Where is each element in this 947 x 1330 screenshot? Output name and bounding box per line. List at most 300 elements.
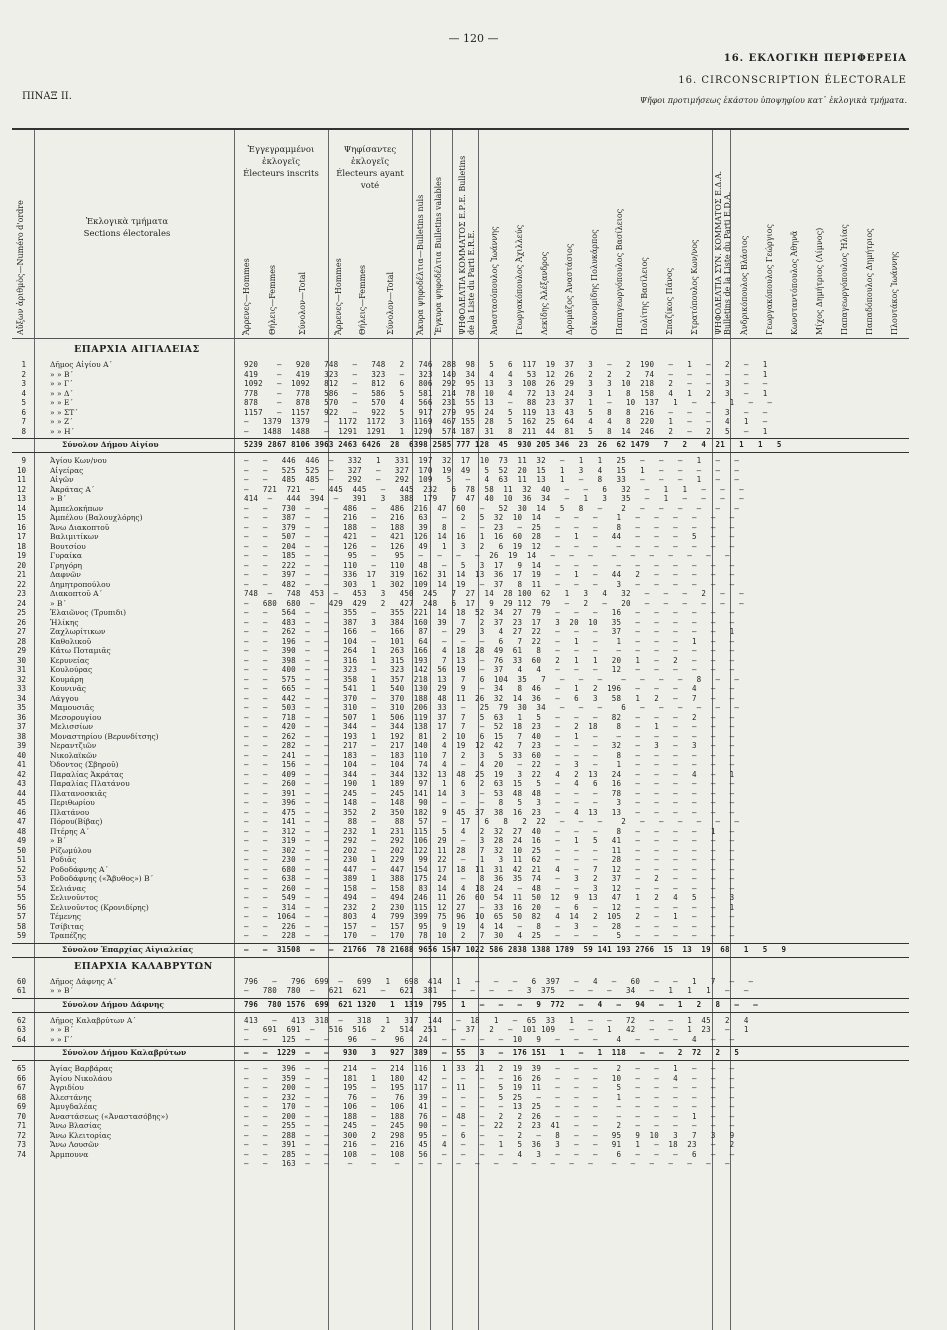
order-header: Αὔξων ἀριθμὸς—Numéro d'ordre xyxy=(16,200,25,335)
row-name: Ἡλίκης xyxy=(50,617,79,627)
table-row xyxy=(12,1131,909,1140)
row-number: 74 xyxy=(16,1149,26,1159)
row-values: — — 204 — — 126 — 126 49 1 3 2 6 19 12 — — — — — — — — — — xyxy=(244,541,735,551)
table-row xyxy=(12,760,909,769)
row-values: — — 241 — — 183 — 183 110 7 2 3 5 33 60 — — — 8 — — — — — — xyxy=(244,750,735,760)
row-number: 16 xyxy=(16,522,26,532)
row-name: Κουνινᾶς xyxy=(50,684,87,693)
row-name: Ἀμυγδαλέας xyxy=(50,1102,97,1111)
row-values: 414 — 444 394 — 391 3 388 179 7 47 40 10 36 34 — 1 3 35 — 1 — — — — xyxy=(244,494,744,503)
row-name: Ἀμπέλου (Βαλουχλόρης) xyxy=(50,513,143,522)
row-values: — — 575 — — 358 1 357 218 13 7 6 104 35 7 — — — — — — — 8 — — xyxy=(244,674,740,684)
table-row xyxy=(12,903,909,912)
row-values: 778 — 778 586 — 586 5 581 214 78 10 4 72 13 24 3 1 8 158 4 1 2 3 — 1 xyxy=(244,388,768,398)
row-name: Ἄνω Διακοπτοῦ xyxy=(50,522,110,532)
row-values: — — 387 — — 216 — 216 63 — 2 5 32 10 14 — — — 1 — — — — — — xyxy=(244,513,735,522)
table-row xyxy=(12,637,909,646)
row-number: 57 xyxy=(16,912,26,921)
row-name: » » Γ΄ xyxy=(50,379,73,388)
row-values: — — 680 — — 447 — 447 154 17 18 11 31 42 21 4 — 7 12 — — — — — — xyxy=(244,864,735,874)
table-row xyxy=(12,798,909,807)
table-row xyxy=(12,370,909,379)
row-values: — — 396 — — 214 — 214 116 1 33 21 2 19 39 — — — 2 — — 1 — — — xyxy=(244,1064,735,1073)
table-row xyxy=(12,779,909,788)
page-number: — 120 — xyxy=(448,32,499,45)
table-row xyxy=(12,551,909,560)
row-values: — — 665 — — 541 1 540 130 29 9 — 34 8 46 — 1 2 196 — — — 4 — — xyxy=(244,684,735,693)
row-values: 1157 — 1157 922 — 922 5 917 279 95 24 5 119 13 43 5 8 8 216 — — — 3 — — xyxy=(244,407,768,417)
row-number: 14 xyxy=(16,503,26,513)
row-name: Σύνολον Δήμου Δάφνης xyxy=(62,999,164,1009)
subtotal-row xyxy=(12,440,909,449)
row-values: — — 31508 — — 21766 78 21688 9656 1547 1022 586 2838 1388 1789 59 141 193 2766 15 13 19 68 1 5 9 xyxy=(244,944,787,954)
section-title: ΕΠΑΡΧΙΑ ΑΙΓΙΑΛΕΙΑΣ xyxy=(74,344,200,355)
row-number: 34 xyxy=(16,693,26,703)
row-values: — — 390 — — 264 1 263 166 4 18 28 49 61 8 — — — — — — — — — — xyxy=(244,646,735,655)
table-row xyxy=(12,1159,909,1168)
table-row xyxy=(12,893,909,902)
row-name: Περιθωρίου xyxy=(50,798,95,807)
table-row xyxy=(12,884,909,893)
row-values: — — 226 — — 157 — 157 95 9 19 4 14 — 8 — 3 — 28 — — — — — — xyxy=(244,921,735,931)
table-row xyxy=(12,846,909,855)
row-number: 17 xyxy=(16,532,26,541)
table-row xyxy=(12,456,909,465)
row-number: 67 xyxy=(16,1083,26,1092)
table-row xyxy=(12,599,909,608)
row-number: 25 xyxy=(16,608,26,617)
table-row xyxy=(12,398,909,407)
row-values: — — 730 — — 486 — 486 216 47 60 — 52 30 14 5 8 — 2 — — — — — — xyxy=(244,503,740,513)
table-row xyxy=(12,1064,909,1073)
row-values: — — 200 — — 195 — 195 117 — 11 — 5 19 11 — — — 5 — — — — — — xyxy=(244,1083,735,1092)
row-number: 30 xyxy=(16,655,26,665)
row-name: Διακοπτοῦ Α΄ xyxy=(50,589,103,598)
row-number: 22 xyxy=(16,579,26,589)
row-values: — — 549 — — 494 — 494 246 11 26 60 54 11 50 12 9 13 47 1 2 4 5 — 3 xyxy=(244,893,735,902)
table-label: ΠΙΝΑΞ ΙΙ. xyxy=(22,91,72,102)
row-number: 47 xyxy=(16,817,26,826)
row-name: Κουλούρας xyxy=(50,665,93,674)
subtotal-row xyxy=(12,1048,909,1057)
row-number: 49 xyxy=(16,836,26,845)
row-name: Ροδοδάφνης Α΄ xyxy=(50,864,109,874)
row-name: Ἀμπελοκήπων xyxy=(50,503,104,513)
row-name: Κουμάρη xyxy=(50,674,84,684)
row-number: 69 xyxy=(16,1102,26,1111)
row-values: 878 — 878 570 — 570 4 566 231 55 13 — 88 23 37 1 — 10 137 1 — — 1 — — xyxy=(244,398,773,407)
row-name: » » Β΄ xyxy=(50,986,74,995)
row-number: 39 xyxy=(16,741,26,750)
row-number: 68 xyxy=(16,1092,26,1102)
header-line-2: 16. CIRCONSCRIPTION ÉLECTORALE xyxy=(678,75,907,86)
row-name: Ροδιᾶς xyxy=(50,855,77,864)
row-number: 6 xyxy=(21,407,26,417)
row-values: — — 260 — — 158 — 158 83 14 4 18 24 — 48 — — 3 12 — — — — — — xyxy=(244,883,735,893)
row-number: 59 xyxy=(16,931,26,940)
row-values: — — 200 — — 188 — 188 76 — 48 — 2 2 26 — — — — — — — 1 — — xyxy=(244,1111,735,1121)
sections-header xyxy=(52,216,202,240)
table-row xyxy=(12,703,909,712)
row-name: Κάτω Ποταμιᾶς xyxy=(50,646,111,655)
row-number: 40 xyxy=(16,750,26,760)
row-number: 9 xyxy=(21,456,26,465)
row-values: — — 442 — — 370 — 370 188 48 11 26 32 14 36 — 6 3 58 1 2 — 7 — — xyxy=(244,693,735,703)
row-name: Νικολαϊκῶν xyxy=(50,750,97,760)
table-row xyxy=(12,874,909,883)
row-values: — — 314 — — 232 2 230 115 12 27 — 33 16 20 — 6 — 12 — — — — — 1 xyxy=(244,902,735,912)
row-name: Ἁγίας Βαρβάρας xyxy=(50,1064,113,1073)
table-row xyxy=(12,836,909,845)
total-header-2: Σύνολον—Total xyxy=(386,271,395,335)
row-name: Ρίζωμύλου xyxy=(50,845,92,855)
row-name: Ἀγριδίου xyxy=(50,1083,84,1092)
row-values: — — 319 — — 292 — 292 106 29 — 3 28 24 16 — 1 5 41 — — — — — — xyxy=(244,836,735,845)
row-name: Μαμουσιᾶς xyxy=(50,703,95,712)
row-name: Τέμενης xyxy=(50,912,81,921)
header-line-1: 16. ΕΚΛΟΓΙΚΗ ΠΕΡΙΦΕΡΕΙΑ xyxy=(723,53,907,64)
table-row xyxy=(12,627,909,636)
row-number: 18 xyxy=(16,541,26,551)
row-values: — — 409 — — 344 — 344 132 13 48 25 19 3 22 4 2 13 24 — — — 4 — 1 xyxy=(244,769,735,779)
table-row xyxy=(12,986,909,995)
row-values: — — 141 — — 88 — 88 57 — 17 6 8 2 22 — — — 2 — — — — — — xyxy=(244,817,740,826)
row-values: — — 379 — — 188 — 188 39 8 — — 23 — 25 — — — 8 — — — — — — xyxy=(244,522,735,532)
table-row xyxy=(12,504,909,513)
row-name: Ἁγίου Νικολάου xyxy=(50,1073,112,1083)
row-number: 23 xyxy=(16,589,26,598)
row-values: — — 262 — — 193 1 192 81 2 10 6 15 7 40 — 1 — — — — — — — — xyxy=(244,731,735,741)
row-number: 50 xyxy=(16,845,26,855)
table-row xyxy=(12,855,909,864)
row-number: 21 xyxy=(16,570,26,579)
row-values: — — 230 — — 230 1 229 99 22 — 1 3 11 62 — — — 28 — — — — — — xyxy=(244,855,735,864)
row-number: 70 xyxy=(16,1111,26,1121)
row-values: — — 475 — — 352 2 350 182 9 45 37 38 16 23 — 4 13 13 — — — — — — xyxy=(244,807,735,817)
row-number: 72 xyxy=(16,1130,26,1140)
row-name: Πλατάνου xyxy=(50,807,90,817)
row-values: — 691 691 — 516 516 2 514 251 — 37 2 — 101 109 — — 1 42 — — 1 23 — 1 xyxy=(244,1025,749,1034)
row-number: 26 xyxy=(16,617,26,627)
table-row xyxy=(12,570,909,579)
row-values: — — 503 — — 310 — 310 206 33 — 25 79 30 34 — — — 6 — — — — — — xyxy=(244,703,740,712)
row-values: — — 262 — — 166 — 166 87 — 29 3 4 27 22 — — — 37 — — — — — 1 xyxy=(244,627,735,636)
table-row xyxy=(12,1140,909,1149)
row-values: — — 163 — — — — — — — — — — — — — — — — — — — — — — xyxy=(244,1159,730,1168)
row-number: 2 xyxy=(21,369,26,379)
row-values: 413 — 413 318 — 318 1 317 144 — 18 1 — 65 33 1 — — 72 — — 1 45 2 4 xyxy=(244,1015,749,1025)
row-number: 53 xyxy=(16,874,26,883)
table-row xyxy=(12,542,909,551)
row-number: 5 xyxy=(21,398,26,407)
table-row xyxy=(12,360,909,369)
table-row xyxy=(12,789,909,798)
table-row xyxy=(12,1102,909,1111)
row-number: 38 xyxy=(16,731,26,741)
row-values: — — 228 — — 170 — 170 78 10 2 7 30 4 25 — — — 5 — — — — — — xyxy=(244,931,735,940)
row-name: » » Γ΄ xyxy=(50,1034,73,1044)
table-row xyxy=(12,485,909,494)
row-number: 4 xyxy=(21,388,26,398)
table-row xyxy=(12,912,909,921)
row-number: 31 xyxy=(16,665,26,674)
row-name: Τσίβιτας xyxy=(50,921,84,931)
row-values: — — 1229 — — 930 3 927 389 — 55 3 — 176 151 1 — 1 118 — — 2 72 2 5 xyxy=(244,1048,740,1057)
row-number: 24 xyxy=(16,598,26,608)
row-values: — — 398 — — 316 1 315 193 7 13 — 76 33 60 2 1 1 20 1 — 2 — — — xyxy=(244,655,735,665)
table-row xyxy=(12,1035,909,1044)
row-number: 29 xyxy=(16,646,26,655)
row-number: 3 xyxy=(21,379,26,388)
row-values: — — 222 — — 110 — 110 48 — 5 3 17 9 14 — — — — — — — — — — xyxy=(244,560,735,570)
row-values: — — 391 — — 216 — 216 45 4 — — 1 5 36 3 — — 91 1 — 18 23 — 2 xyxy=(244,1140,735,1149)
row-values: 748 — 748 453 — 453 3 450 245 7 27 14 28 100 62 1 3 4 32 — — — 2 — — xyxy=(244,589,744,598)
table-row xyxy=(12,1093,909,1102)
table-row xyxy=(12,713,909,722)
row-name: Ροδοδάφνης («Ἄβυθος») Β΄ xyxy=(50,874,154,883)
table-row xyxy=(12,494,909,503)
table-row xyxy=(12,684,909,693)
table-row xyxy=(12,1025,909,1034)
row-name: Σύνολον Δήμου Αἰγίου xyxy=(62,440,159,449)
row-number: 1 xyxy=(21,360,26,369)
row-values: — — 255 — — 245 — 245 90 — — — 22 2 23 41 — — 2 — — — — — — xyxy=(244,1121,735,1130)
row-number: 20 xyxy=(16,560,26,570)
row-values: — — 196 — — 104 — 101 64 — — — 6 7 22 — 1 — 1 — — — 1 — — xyxy=(244,636,735,646)
table-row xyxy=(12,523,909,532)
row-number: 33 xyxy=(16,684,26,693)
row-name: Δῆμος Δάφνης Α΄ xyxy=(50,976,117,986)
women-header-2: Θήλεις—Femmes xyxy=(358,264,367,335)
row-values: — — 507 — — 421 — 421 126 14 16 1 16 60 28 — 1 — 44 — — — 5 — — xyxy=(244,532,735,541)
subtotal-row xyxy=(12,1000,909,1009)
table-row xyxy=(12,580,909,589)
row-values: — — 400 — — 323 — 323 142 56 19 — 37 4 4 — — — 12 — — — — — — xyxy=(244,665,735,674)
row-name: » Β΄ xyxy=(50,494,67,503)
row-number: 55 xyxy=(16,893,26,902)
row-name: Ἀρμπουνα xyxy=(50,1149,89,1159)
row-number: 73 xyxy=(16,1140,26,1149)
header-line-3: Ψῆφοι προτιμήσεως ἑκάστου ὑποψηφίου κατ᾽ ἐκλογικὰ τμήματα. xyxy=(639,96,907,105)
row-values: — — 397 — — 336 17 319 162 31 14 13 36 17 19 — 1 — 44 2 — — — — — xyxy=(244,570,735,579)
candidate1-header: Γεωργακόπουλος Ἀχιλλεύς xyxy=(515,224,524,335)
table-row xyxy=(12,1121,909,1130)
row-values: — — 285 — — 108 — 108 56 — — — — 4 3 — — — 6 — — — 6 — — xyxy=(244,1149,735,1159)
row-values: 796 780 1576 699 621 1320 1 1319 795 1 — — — 9 772 — 4 — 94 — 1 2 8 — — xyxy=(244,999,758,1009)
candidate2-header: Μίχος Δημήτριος (Λίμνος) xyxy=(815,227,824,335)
row-values: — — 525 525 — 327 — 327 170 19 49 5 52 20 15 1 3 4 15 1 — — — — — xyxy=(244,465,740,475)
table-row xyxy=(12,1074,909,1083)
candidate1-header: Λεκίδης Ἀλέξανδρος xyxy=(540,251,549,335)
candidate1-header: Παπαγεωργόπουλος Βασίλειος xyxy=(615,208,624,335)
row-number: 60 xyxy=(16,976,26,986)
row-values: — 780 780 — 621 621 — 621 381 — — — — 3 375 — — — 34 — 1 1 1 — — xyxy=(244,986,749,995)
row-values: 796 — 796 699 — 699 1 698 414 1 — — — 6 397 — 4 — 60 — — 1 7 — — xyxy=(244,976,754,986)
row-values: — 721 721 — 445 445 — 445 232 6 78 58 11 32 40 — — 6 32 — 1 1 — — — xyxy=(244,484,744,494)
candidate1-header: Δρομάζος Ἀναστάσιος xyxy=(565,243,574,335)
table-row xyxy=(12,1016,909,1025)
row-name: Μελισσίων xyxy=(50,722,94,731)
row-number: 11 xyxy=(16,475,26,484)
row-name: Γυραίκα xyxy=(50,551,82,560)
row-values: — — 391 — — 245 — 245 141 14 3 — 53 48 48 — — — 78 — — — — — — xyxy=(244,788,735,798)
candidate2-header: Γεωργακόπουλος Γεώργιος xyxy=(765,224,774,335)
voted-header xyxy=(328,144,412,192)
row-number: 15 xyxy=(16,513,26,522)
table-row xyxy=(12,379,909,388)
row-name: Ὀδοντος (Σβηροῦ) xyxy=(50,760,119,769)
row-values: — — 446 446 — 332 1 331 197 32 17 10 73 11 32 — 1 1 25 — — — 1 — — xyxy=(244,456,740,465)
row-values: — — 359 — — 181 1 180 42 — — — — 16 26 — — — 10 — — 4 — — — xyxy=(244,1073,735,1083)
section-title: ΕΠΑΡΧΙΑ ΚΑΛΑΒΡΥΤΩΝ xyxy=(74,960,213,972)
candidate1-header: Οἰκονομίδης Πολυκάρπος xyxy=(590,229,599,335)
row-values: — — 482 — — 303 1 302 109 14 19 — 37 8 11 — — — 3 — — — — — — xyxy=(244,579,735,589)
row-values: — — 282 — — 217 — 217 140 4 19 12 42 7 23 — — — 32 — 3 — 3 — — xyxy=(244,741,735,750)
row-number: 63 xyxy=(16,1025,26,1034)
row-number: 36 xyxy=(16,712,26,722)
row-name: Τραπέζης xyxy=(50,931,87,940)
row-number: 46 xyxy=(16,807,26,817)
table-row xyxy=(12,741,909,750)
registered-header-gr: Ἐγγεγραμμένοι ἐκλογεῖς xyxy=(247,145,315,167)
row-name: » Β΄ xyxy=(50,598,67,608)
row-name: » Β΄ xyxy=(50,836,67,845)
row-values: 419 — 419 323 — 323 — 323 140 34 4 4 53 12 26 2 2 2 74 — — — — — 1 xyxy=(244,369,768,379)
row-number: 27 xyxy=(16,627,26,636)
candidate2-header: Παπαγεωργόπουλος Ἠλίας xyxy=(840,224,849,335)
row-values: — 1488 1488 — 1291 1291 1 1290 574 187 31 8 211 44 81 5 8 14 246 2 — 2 5 — 1 xyxy=(244,426,768,436)
candidate1-header: Στρατόπουλος Κων/νος xyxy=(690,239,699,335)
row-name: Αἰγείρας xyxy=(50,465,84,475)
row-number: 42 xyxy=(16,769,26,779)
row-name: Αἰγῶν xyxy=(50,475,74,484)
row-number: 35 xyxy=(16,703,26,712)
row-name: Βαλιμιτίκων xyxy=(50,532,99,541)
row-values: — — 1064 — — 803 4 799 399 75 96 10 65 50 82 4 14 2 105 2 — 1 — — — xyxy=(244,912,735,921)
row-number: 7 xyxy=(21,417,26,426)
candidate2-header: Πλουτάκος Ἰωάννης xyxy=(890,251,899,335)
row-values: — — 485 485 — 292 — 292 109 5 — 4 63 11 13 1 — 8 33 — — — 1 — — xyxy=(244,475,740,484)
row-values: 920 — 920 748 — 748 2 746 288 98 5 6 117 19 37 3 — 2 190 — 1 — 2 — 1 xyxy=(244,360,768,369)
candidate2-header: Ἀνδρικόπουλος Βλάσιος xyxy=(740,235,749,335)
row-number: 52 xyxy=(16,864,26,874)
sections-header-gr: Ἐκλογικὰ τμήματα xyxy=(85,217,169,227)
row-values: — — 260 — — 190 1 189 97 1 6 2 63 15 5 — 4 6 16 — — — — — — xyxy=(244,779,735,788)
candidate2-header: Κωνσταντόπουλος Ἀθηνᾶ xyxy=(790,230,799,335)
row-name: Ἀναστάσεως («Ἀναστασόβης») xyxy=(50,1111,169,1121)
row-name: » » Ε΄ xyxy=(50,398,74,407)
row-values: — 1379 1379 — 1172 1172 3 1169 467 155 28 5 162 25 64 4 4 8 220 1 — — 4 1 — xyxy=(244,417,768,426)
row-name: » » ΣΤ΄ xyxy=(50,407,79,417)
registered-header xyxy=(234,144,328,180)
table-row xyxy=(12,665,909,674)
row-number: 51 xyxy=(16,855,26,864)
row-number: 54 xyxy=(16,883,26,893)
men-header-2: Ἄρρενες—Hommes xyxy=(334,258,343,335)
row-number: 28 xyxy=(16,636,26,646)
table-row xyxy=(12,1112,909,1121)
row-values: — — 420 — — 344 — 344 138 17 7 — 52 18 23 — 2 18 8 — 1 — — — — xyxy=(244,722,735,731)
men-header-1: Ἄρρενες—Hommes xyxy=(242,258,251,335)
row-values: — — 170 — — 106 — 106 41 — — — — 13 25 — — — — — — — — — — xyxy=(244,1102,735,1111)
row-name: Ἀλεστάνης xyxy=(50,1092,92,1102)
row-name: Πόρου(Βίβας) xyxy=(50,817,103,826)
row-number: 37 xyxy=(16,722,26,731)
row-values: — — 125 — — 96 — 96 24 — — — — 10 9 — — — 4 — — — 4 — — xyxy=(244,1034,735,1044)
row-name: Μεσορουγίου xyxy=(50,712,102,722)
table-row xyxy=(12,475,909,484)
row-name: Ἄνω Κλειτορίας xyxy=(50,1130,112,1140)
row-number: 19 xyxy=(16,551,26,560)
candidate1-header: Σπαζίκος Πάνος xyxy=(665,267,674,335)
row-values: 1092 — 1092 812 — 812 6 806 292 95 13 3 108 26 29 3 3 10 218 2 — — 3 — — xyxy=(244,379,768,388)
row-name: Ἄνω Λουσῶν xyxy=(50,1140,99,1149)
table-row xyxy=(12,608,909,617)
voted-header-fr: Électeurs ayant voté xyxy=(336,169,404,191)
row-number: 58 xyxy=(16,921,26,931)
row-name: Παραλίας Ἀκράτας xyxy=(50,769,124,779)
row-name: Δῆμος Αἰγίου Α΄ xyxy=(50,360,113,369)
row-name: Σελινοῦντος xyxy=(50,893,98,902)
row-number: 71 xyxy=(16,1121,26,1130)
row-name: » » Δ΄ xyxy=(50,388,74,398)
row-number: 48 xyxy=(16,826,26,836)
sections-header-fr: Sections électorales xyxy=(83,229,171,239)
row-number: 66 xyxy=(16,1073,26,1083)
row-name: Σύνολον Δήμου Καλαβρύτων xyxy=(62,1048,187,1057)
row-name: Σελινοῦντος (Κρονιδίρης) xyxy=(50,902,149,912)
row-values: — — 312 — — 232 1 231 115 5 4 2 32 27 40 — — — 8 — — — — 1 — xyxy=(244,826,735,836)
row-name: Δημητροπούλου xyxy=(50,579,111,589)
total-header-1: Σύνολον—Total xyxy=(298,271,307,335)
table-row xyxy=(12,751,909,760)
table-row xyxy=(12,722,909,731)
row-name: » » Η΄ xyxy=(50,426,75,436)
table-row xyxy=(12,1150,909,1159)
row-values: — — 564 — — 355 — 355 221 14 18 52 34 27 79 — — — 16 — — — — — — xyxy=(244,608,735,617)
table-row xyxy=(12,532,909,541)
row-name: Σύνολον Ἐπαρχίας Αἰγιαλείας xyxy=(62,944,194,954)
valid-ballots-header: Ἔγκυρα ψηφοδέλτια Bulletins valables xyxy=(434,177,443,335)
row-name: Πλατανοσκιᾶς xyxy=(50,788,107,798)
row-values: — — 718 — — 507 1 506 119 37 7 5 63 1 5 — — — 82 — — — 2 — — xyxy=(244,712,735,722)
null-ballots-header: Ἄκυρα ψηφοδέλτια—Bulletins nuls xyxy=(416,194,425,335)
row-name: Λάγγου xyxy=(50,693,79,703)
row-values: — — 302 — — 202 — 202 122 11 28 7 32 10 25 — — — 11 — — — — — — xyxy=(244,845,735,855)
table-row xyxy=(12,694,909,703)
row-number: 41 xyxy=(16,760,26,769)
table-row xyxy=(12,408,909,417)
table-row xyxy=(12,466,909,475)
party1-header: ΨΗΦΟΔΕΛΤΙΑ ΚΟΜΜΑΤΟΣ Ε.Ρ.Ε. Bulletins de la Liste du Parti E.R.E. xyxy=(458,155,476,335)
table-row xyxy=(12,1083,909,1092)
row-values: — — 396 — — 148 — 148 90 — — — 8 5 3 — — — 3 — — — — — — xyxy=(244,798,735,807)
row-values: — — 483 — — 387 3 384 160 39 7 2 37 23 17 3 20 10 35 — — — — — — xyxy=(244,617,735,627)
row-number: 56 xyxy=(16,902,26,912)
table-row xyxy=(12,675,909,684)
row-name: Ἁγίου Κων/νου xyxy=(50,456,107,465)
row-name: Ἐλαιῶνος (Τρυπιδι) xyxy=(50,608,127,617)
row-name: Ζαχλωρίτικων xyxy=(50,627,106,636)
table-row xyxy=(12,808,909,817)
row-name: Γρηγόρη xyxy=(50,560,83,570)
table-row xyxy=(12,770,909,779)
row-name: » » Ζ΄ xyxy=(50,417,73,426)
row-name: Ἀκράτας Α΄ xyxy=(50,484,95,494)
table-row xyxy=(12,389,909,398)
table-row xyxy=(12,977,909,986)
row-number: 64 xyxy=(16,1034,26,1044)
